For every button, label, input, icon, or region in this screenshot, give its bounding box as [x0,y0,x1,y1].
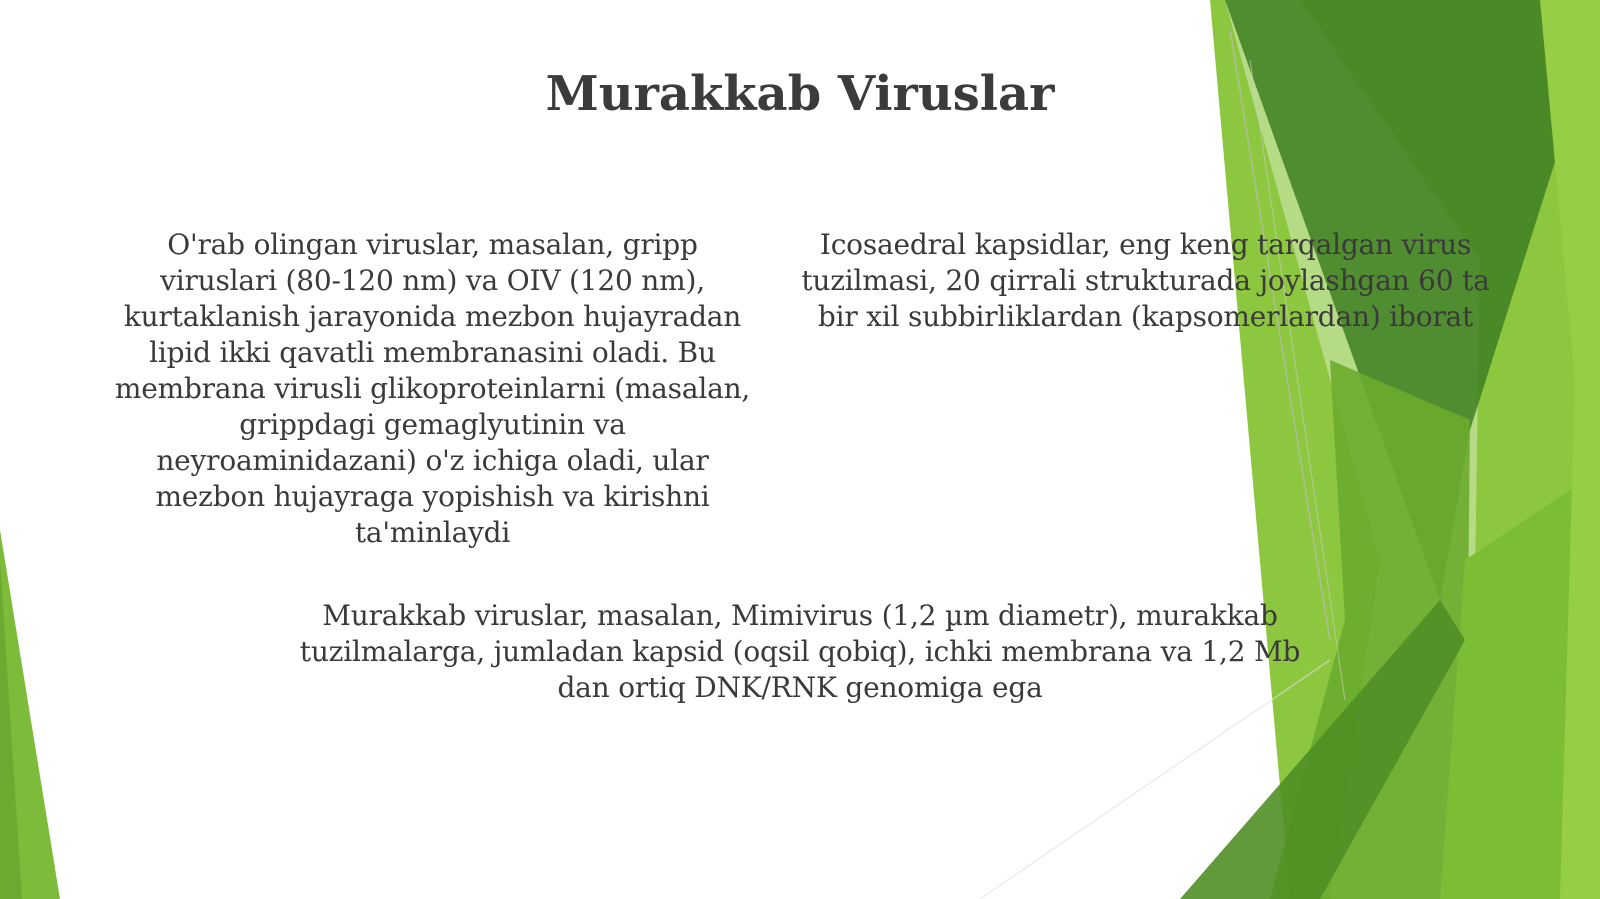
slide-title: Murakkab Viruslar [545,66,1055,122]
left-paragraph: O'rab olingan viruslar, masalan, gripp viruslari (80-120 nm) va OIV (120 nm), kurtaklanish jarayonida mezbon hujayradan lipid ikki qavatli membranasini oladi. Bu membrana virusli glikoproteinlarni (masalan, grippdagi gemaglyutinin va neyroaminidazani) o'z ichiga oladi, ular mezbon hujayraga yopishish va kirishni ta'minlaydi [114,228,751,549]
bottom-paragraph: Murakkab viruslar, masalan, Mimivirus (1,2 µm diametr), murakkab tuzilmalarga, jumladan kapsid (oqsil qobiq), ichki membrana va 1,2 Mb dan ortiq DNK/RNK genomiga ega [299,599,1301,704]
right-paragraph: Icosaedral kapsidlar, eng keng tarqalgan virus tuzilmasi, 20 qirrali strukturada joylashgan 60 ta bir xil subbirliklardan (kapsomerlardan) iborat [801,228,1490,333]
